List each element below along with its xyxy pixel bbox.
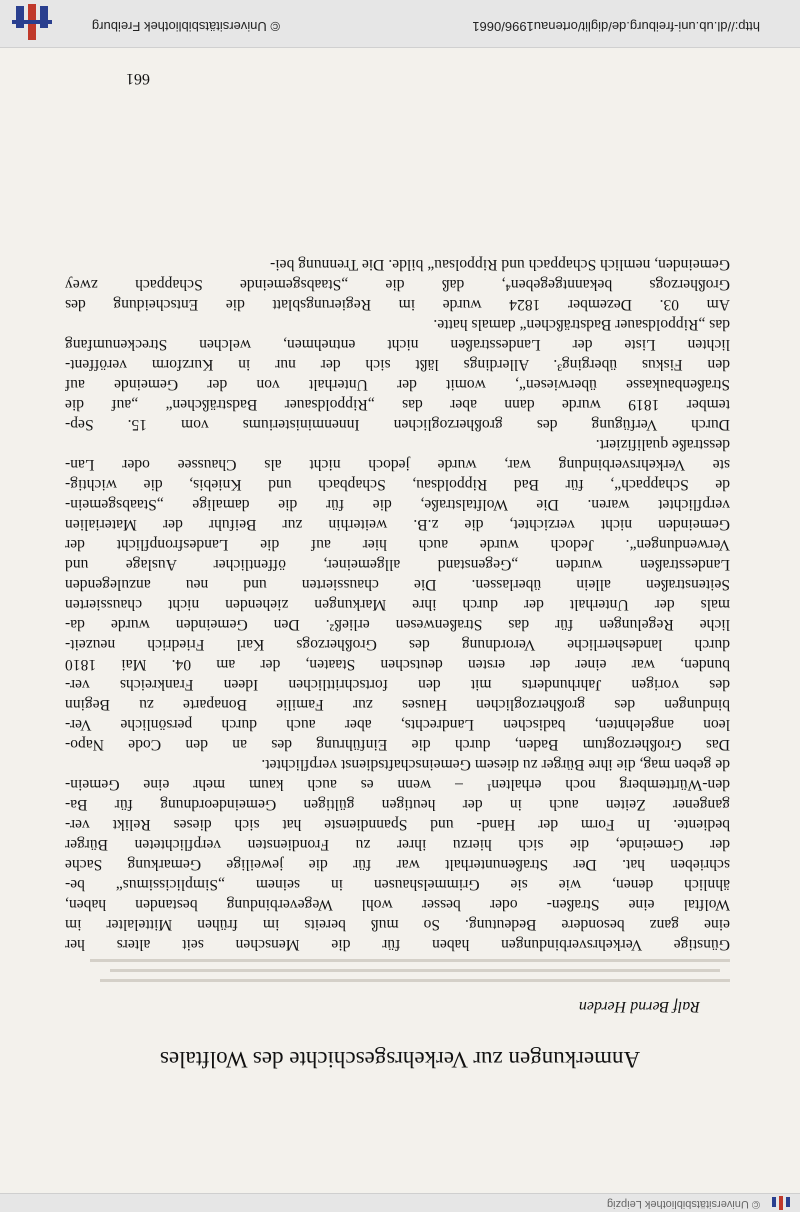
text-line: mals der Unterhalt der durch ihre Markungen ziehenden nicht chaussierten — [65, 596, 730, 613]
text-line: Günstige Verkehrsverbindungen haben für die Menschen seit alters her — [65, 936, 730, 953]
source-url-link[interactable]: http://dl.ub.uni-freiburg.de/diglit/ortenau1996/0661 — [472, 19, 760, 34]
text-line: das „Rippoldsauer Badsträßchen“ damals hatte. — [433, 316, 730, 333]
article-title: Anmerkungen zur Verkehrsgeschichte des Wolftales — [159, 1047, 641, 1072]
text-line: Am 03. Dezember 1824 wurde im Regierungsblatt die Entscheidung des — [65, 296, 730, 313]
text-line: schrieben hat. Der Straßenunterhalt war für die jeweilige Gemarkung Sache — [65, 856, 730, 873]
bleed-through-icon — [80, 958, 730, 984]
text-line: bediente. In Form der Hand- und Spanndienste hat sich dieses Relikt ver- — [65, 816, 730, 833]
text-line: den-Württemberg noch erhalten¹ – wenn es auch kaum mehr eine Gemein- — [65, 776, 730, 793]
text-line: Straßenbaukasse überwiesen“, womit der Unterhalt von der Gemeinde auf — [65, 376, 730, 393]
text-line: de Schappach“, für Bad Rippoldsau, Schapbach und Kniebis, die wichtig- — [65, 476, 730, 493]
text-line: Durch Verfügung des großherzoglichen Innenministeriums vom 15. Sep- — [65, 416, 730, 433]
text-line: den Fiskus überging³. Allerdings läßt sich der nur in Kurzform veröffent- — [65, 356, 730, 373]
text-line: liche Regelungen für das Straßenwesen erließ². Den Gemeinden wurde da- — [65, 616, 730, 633]
text-line: Landesstraßen wurden „Gegenstand allgemeiner, öffentlicher Auslage und — [65, 556, 730, 573]
article-body — [65, 254, 730, 954]
text-line: verpflichtet waren. Die Wolftalstraße, die für die damalige „Staabsgemein- — [65, 496, 730, 513]
text-line: Wolftal eine Straßen- oder besser wohl Wegeverbindung bestanden haben, — [65, 896, 730, 913]
library-logo-icon — [768, 1196, 792, 1210]
text-line: de geben mag, die ihre Bürger zu diesem Gemeinschaftsdienst verpflichtet. — [261, 756, 730, 773]
text-line: Seitenstraßen allein überlassen. Die chaussierten und neu anzulegenden — [65, 576, 730, 593]
text-line: der Gemeinde, die sich hierzu ihrer zu Frondiensten verpflichteten Bürger — [65, 836, 730, 853]
text-line: lichten Liste der Landesstraßen nicht entnehmen, welchen Streckenumfang — [65, 336, 730, 353]
text-line: Großherzogs bekanntgegeben⁴, daß die „Staabsgemeinde Schappach zwey — [65, 276, 730, 293]
text-line: Verwendungen“. Jedoch wurde auch hier auf die Landesfronpflicht der — [65, 536, 730, 553]
copyright-notice: © Universitätsbibliothek Freiburg — [91, 19, 280, 34]
text-line: Gemeinden, nemlich Schappach und Rippolsau“ bilde. Die Trennung bei- — [270, 256, 730, 273]
text-line: leon angelehnten, badischen Landrechts, aber auch durch persönliche Ver- — [65, 716, 730, 733]
text-line: des vorigen Jahrhunderts mit den fortschrittlichen Ideen Frankreichs ver- — [65, 676, 730, 693]
text-line: ähnlich denen, wie sie Grimmelshausen in seinem „Simplicissimus“ be- — [65, 876, 730, 893]
body-paragraph — [65, 314, 730, 434]
university-logo-icon — [12, 2, 52, 42]
text-line: Gemeinden nicht verzichtet, die z.B. weiterhin zur Beifuhr der Materialien — [65, 516, 730, 533]
text-line: bindungen des großherzoglichen Hauses zur Familie Bonaparte zu Beginn — [65, 696, 730, 713]
text-line: Das Großherzogtum Baden, durch die Einführung des an den Code Napo- — [65, 736, 730, 753]
text-line: durch landesherrliche Verordnung des Großherzogs Karl Friedrich neuzeit- — [65, 636, 730, 653]
text-line: eine ganz besondere Bedeutung. So muß bereits im frühen Mittelalter im — [65, 916, 730, 933]
text-line: gangener Zeiten auch in der heutigen gültigen Gemeindeordnung für Ba- — [65, 796, 730, 813]
body-paragraph — [65, 434, 730, 754]
text-line: desstraße qualifiziert. — [595, 436, 730, 453]
top-bar — [0, 1193, 800, 1212]
library-notice: © Universitätsbibliothek Leipzig — [606, 1198, 760, 1210]
article-author: Ralf Bernd Herden — [578, 998, 700, 1015]
bleed-through-text — [80, 955, 730, 984]
body-paragraph — [65, 254, 730, 314]
text-line: bunden, war einer der ersten deutschen Staaten, der am 04. Mai 1810 — [65, 656, 730, 673]
text-line: tember 1819 wurde dann aber das „Rippoldsauer Badsträßchen“ „auf die — [65, 396, 730, 413]
text-line: ste Verkehrsverbindung war, wurde jedoch nicht als Chaussee oder Lan- — [65, 456, 730, 473]
page-number: 661 — [126, 70, 150, 87]
body-paragraph — [65, 754, 730, 954]
